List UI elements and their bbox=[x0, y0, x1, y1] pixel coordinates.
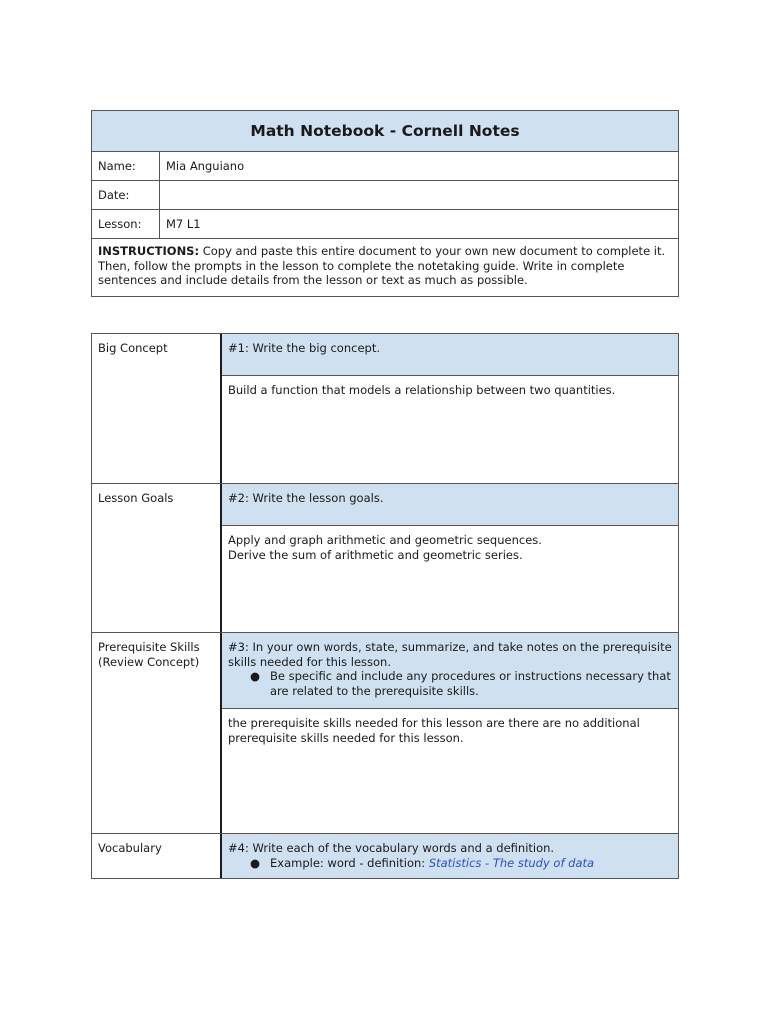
name-label: Name: bbox=[92, 152, 160, 181]
instructions bbox=[92, 239, 679, 297]
instructions-text: Copy and paste this entire document to your own new document to complete it. Then, follow the prompts in the lesson to complete the notetaking guide. Write in complete sentences and include details from the lesson or text as much as possible. bbox=[98, 244, 666, 287]
prereq-bullet-text: Be specific and include any procedures or instructions necessary that are related to the prerequisite skills. bbox=[270, 669, 671, 698]
lesson-goal-1: Apply and graph arithmetic and geometric sequences. bbox=[228, 533, 542, 547]
prereq-prompt-text: #3: In your own words, state, summarize, and take notes on the prerequisite skills needed for this lesson. bbox=[228, 640, 672, 669]
big-concept-prompt: #1: Write the big concept. bbox=[222, 334, 678, 376]
vocabulary-prompt-text: #4: Write each of the vocabulary words and a definition. bbox=[228, 841, 555, 855]
vocabulary-example: Statistics - The study of data bbox=[428, 855, 595, 870]
prereq-prompt bbox=[222, 633, 678, 709]
lesson-value[interactable]: M7 L1 bbox=[160, 210, 679, 239]
prereq-label-line1: Prerequisite Skills bbox=[98, 640, 200, 654]
big-concept-label: Big Concept bbox=[92, 334, 222, 483]
lesson-label: Lesson: bbox=[92, 210, 160, 239]
date-value[interactable] bbox=[160, 181, 679, 210]
header-table bbox=[91, 110, 679, 297]
bullet-icon: ● bbox=[250, 669, 261, 683]
instructions-label: INSTRUCTIONS: bbox=[98, 244, 200, 258]
vocabulary-bullet-prefix: Example: word - definition: bbox=[270, 855, 429, 870]
lesson-goals-label: Lesson Goals bbox=[92, 484, 222, 632]
lesson-goals-prompt: #2: Write the lesson goals. bbox=[222, 484, 678, 526]
vocabulary-label: Vocabulary bbox=[92, 834, 222, 878]
cornell-notes-table bbox=[91, 333, 679, 879]
document-title: Math Notebook - Cornell Notes bbox=[92, 111, 679, 152]
date-label: Date: bbox=[92, 181, 160, 210]
bullet-icon: ● bbox=[250, 855, 261, 870]
lesson-goal-2: Derive the sum of arithmetic and geometric series. bbox=[228, 547, 523, 562]
date-row bbox=[92, 181, 679, 210]
section-lesson-goals bbox=[92, 483, 678, 632]
section-big-concept bbox=[92, 334, 678, 483]
prereq-label-line2: (Review Concept) bbox=[98, 654, 200, 669]
prereq-label bbox=[92, 633, 222, 833]
prereq-bullet bbox=[228, 669, 672, 698]
lesson-goals-answer[interactable] bbox=[222, 526, 678, 632]
name-row bbox=[92, 152, 679, 181]
prereq-answer[interactable]: the prerequisite skills needed for this lesson are there are no additional prerequisite skills needed for this lesson. bbox=[228, 716, 640, 745]
section-prerequisite-skills bbox=[92, 632, 678, 833]
vocabulary-bullet bbox=[228, 856, 672, 871]
name-value[interactable]: Mia Anguiano bbox=[160, 152, 679, 181]
section-vocabulary bbox=[92, 833, 678, 878]
big-concept-answer[interactable]: Build a function that models a relationship between two quantities. bbox=[228, 383, 616, 397]
lesson-row bbox=[92, 210, 679, 239]
vocabulary-prompt bbox=[222, 834, 678, 878]
